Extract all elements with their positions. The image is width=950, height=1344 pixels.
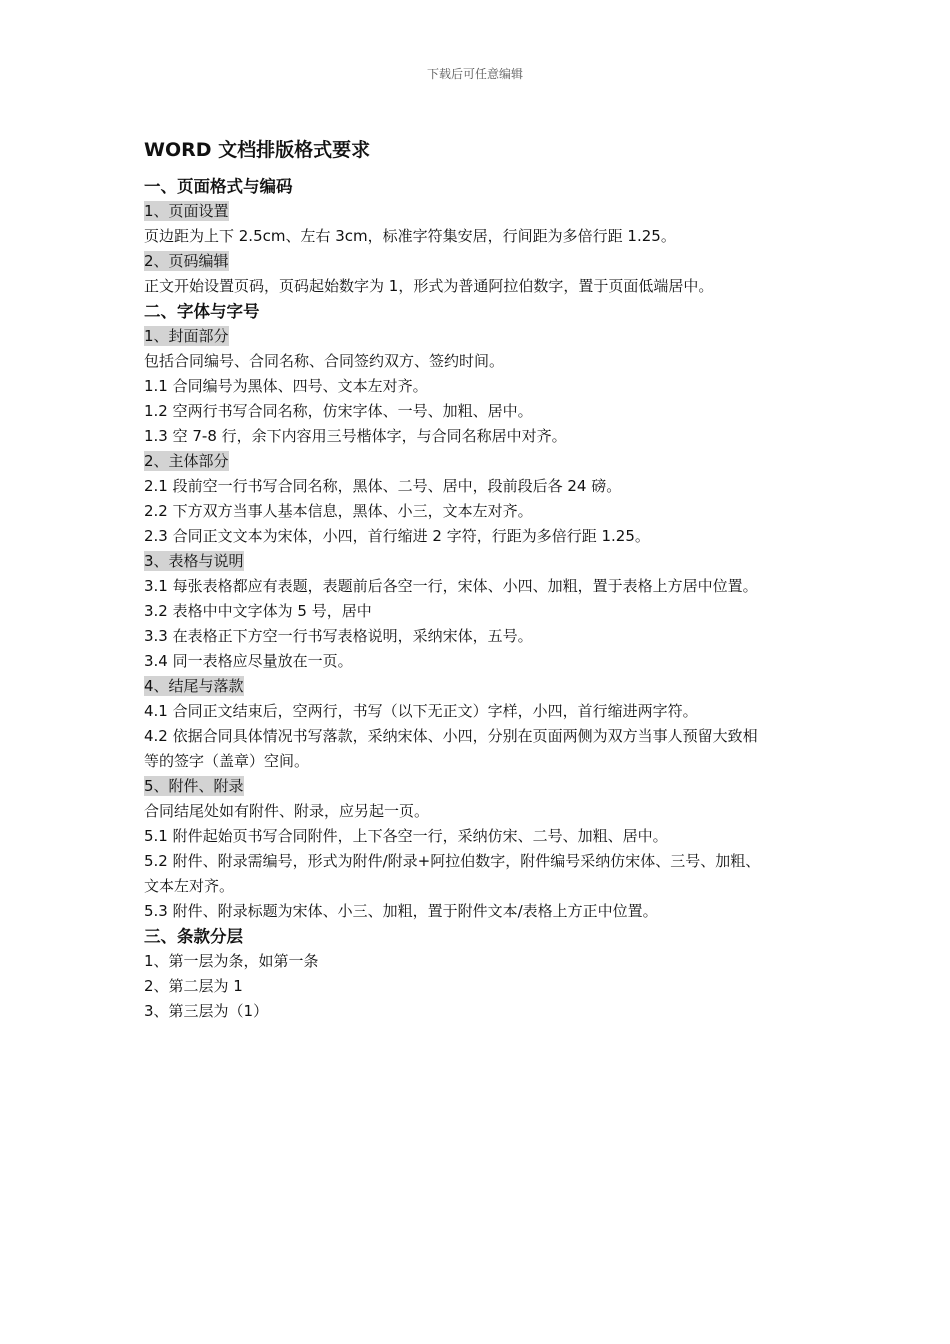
subsection-heading bbox=[144, 449, 812, 474]
subsection-heading bbox=[144, 674, 812, 699]
paragraph-line: 包括合同编号、合同名称、合同签约双方、签约时间。 bbox=[144, 352, 505, 370]
paragraph-line: 1.2 空两行书写合同名称，仿宋字体、一号、加粗、居中。 bbox=[144, 402, 533, 420]
paragraph-line: 4.1 合同正文结束后，空两行，书写（以下无正文）字样，小四，首行缩进两字符。 bbox=[144, 702, 698, 720]
paragraph-line: 3.4 同一表格应尽量放在一页。 bbox=[144, 652, 353, 670]
subsection-heading-text: 1、页面设置 bbox=[144, 202, 229, 220]
section-heading: 二、字体与字号 bbox=[144, 302, 260, 321]
paragraph-line: 等的签字（盖章）空间。 bbox=[144, 752, 310, 770]
paragraph-line: 3、第三层为（1） bbox=[144, 1002, 269, 1020]
paragraph-line: 5.1 附件起始页书写合同附件，上下各空一行，采纳仿宋、二号、加粗、居中。 bbox=[144, 827, 668, 845]
subsection-heading bbox=[144, 199, 812, 224]
paragraph-line: 2.3 合同正文文本为宋体，小四，首行缩进 2 字符，行距为多倍行距 1.25。 bbox=[144, 527, 650, 545]
paragraph-line: 1、第一层为条，如第一条 bbox=[144, 952, 319, 970]
paragraph-line: 3.2 表格中中文字体为 5 号，居中 bbox=[144, 602, 372, 620]
paragraph-line: 3.3 在表格正下方空一行书写表格说明，采纳宋体，五号。 bbox=[144, 627, 533, 645]
paragraph-line: 4.2 依据合同具体情况书写落款，采纳宋体、小四，分别在页面两侧为双方当事人预留大致相 bbox=[144, 727, 758, 745]
paragraph-line: 3.1 每张表格都应有表题，表题前后各空一行，宋体、小四、加粗，置于表格上方居中位置。 bbox=[144, 577, 758, 595]
subsection-heading-text: 4、结尾与落款 bbox=[144, 677, 244, 695]
document-blocks bbox=[144, 174, 812, 1024]
paragraph-line: 2.1 段前空一行书写合同名称，黑体、二号、居中，段前段后各 24 磅。 bbox=[144, 477, 622, 495]
subsection-heading-text: 3、表格与说明 bbox=[144, 552, 244, 570]
paragraph-line: 1.3 空 7-8 行，余下内容用三号楷体字，与合同名称居中对齐。 bbox=[144, 427, 567, 445]
section-heading: 三、条款分层 bbox=[144, 927, 243, 946]
subsection-heading-text: 1、封面部分 bbox=[144, 327, 229, 345]
paragraph-line: 合同结尾处如有附件、附录，应另起一页。 bbox=[144, 802, 430, 820]
paragraph-line: 5.2 附件、附录需编号，形式为附件/附录+阿拉伯数字，附件编号采纳仿宋体、三号、加粗、 bbox=[144, 852, 761, 870]
subsection-heading bbox=[144, 249, 812, 274]
section-heading: 一、页面格式与编码 bbox=[144, 177, 293, 196]
paragraph-line: 1.1 合同编号为黑体、四号、文本左对齐。 bbox=[144, 377, 428, 395]
document-body bbox=[144, 136, 812, 1024]
paragraph-line: 2.2 下方双方当事人基本信息，黑体、小三，文本左对齐。 bbox=[144, 502, 533, 520]
paragraph-line: 文本左对齐。 bbox=[144, 877, 235, 895]
subsection-heading bbox=[144, 549, 812, 574]
subsection-heading bbox=[144, 774, 812, 799]
subsection-heading bbox=[144, 324, 812, 349]
paragraph-line: 正文开始设置页码，页码起始数字为 1，形式为普通阿拉伯数字，置于页面低端居中。 bbox=[144, 277, 714, 295]
subsection-heading-text: 2、页码编辑 bbox=[144, 252, 229, 270]
subsection-heading-text: 2、主体部分 bbox=[144, 452, 229, 470]
paragraph-line: 5.3 附件、附录标题为宋体、小三、加粗，置于附件文本/表格上方正中位置。 bbox=[144, 902, 658, 920]
subsection-heading-text: 5、附件、附录 bbox=[144, 777, 244, 795]
document-title: WORD 文档排版格式要求 bbox=[144, 139, 371, 161]
paragraph-line: 页边距为上下 2.5cm、左右 3cm，标准字符集安居，行间距为多倍行距 1.25。 bbox=[144, 227, 676, 245]
paragraph-line: 2、第二层为 1 bbox=[144, 977, 243, 995]
page-header: 下载后可任意编辑 bbox=[426, 67, 523, 81]
